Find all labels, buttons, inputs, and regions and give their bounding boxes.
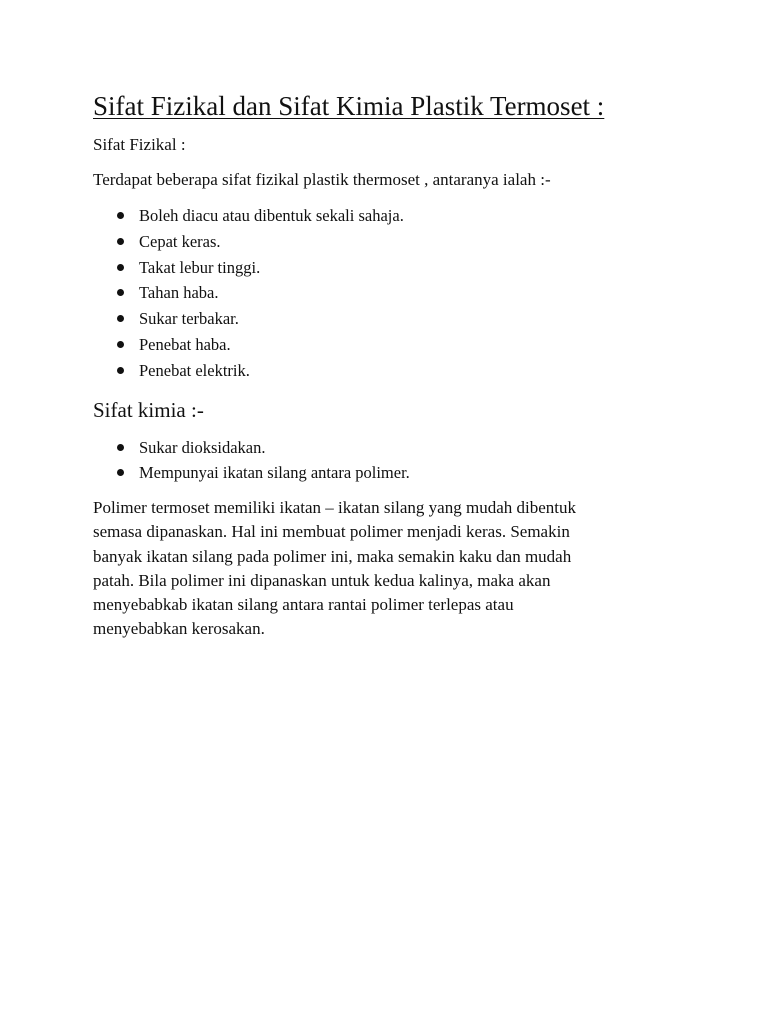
list-item	[93, 255, 693, 281]
paragraph-line: menyebabkab ikatan silang antara rantai polimer terlepas atau	[93, 594, 514, 614]
list-item	[93, 203, 693, 229]
kimia-list	[93, 435, 693, 487]
bullet-icon	[117, 444, 124, 451]
fizikal-intro: Terdapat beberapa sifat fizikal plastik thermoset , antaranya ialah :-	[93, 170, 551, 189]
document-title: Sifat Fizikal dan Sifat Kimia Plastik Termoset :	[93, 91, 605, 121]
bullet-icon	[117, 469, 124, 476]
body-paragraph	[93, 496, 663, 641]
bullet-icon	[117, 238, 124, 245]
list-item	[93, 280, 693, 306]
list-item-text: Tahan haba.	[139, 283, 219, 303]
list-item-text: Boleh diacu atau dibentuk sekali sahaja.	[139, 206, 404, 225]
list-item-text: Sukar dioksidakan.	[139, 437, 266, 457]
bullet-icon	[117, 212, 124, 219]
list-item	[93, 358, 693, 384]
list-item	[93, 229, 693, 255]
list-item	[93, 332, 693, 358]
fizikal-heading: Sifat Fizikal :	[93, 135, 186, 154]
paragraph-line: menyebabkan kerosakan.	[93, 619, 265, 639]
document-page	[93, 86, 693, 641]
list-item	[93, 306, 693, 332]
bullet-icon	[117, 289, 124, 296]
paragraph-line: banyak ikatan silang pada polimer ini, maka semakin kaku dan mudah	[93, 546, 572, 566]
paragraph-line: semasa dipanaskan. Hal ini membuat polimer menjadi keras. Semakin	[93, 522, 570, 542]
list-item-text: Penebat elektrik.	[139, 360, 250, 380]
list-item-text: Cepat keras.	[139, 231, 221, 251]
fizikal-list	[93, 203, 693, 384]
kimia-heading: Sifat kimia :-	[93, 397, 204, 422]
bullet-icon	[117, 341, 124, 348]
list-item-text: Takat lebur tinggi.	[139, 257, 261, 277]
list-item-text: Mempunyai ikatan silang antara polimer.	[139, 463, 410, 483]
list-item-text: Penebat haba.	[139, 334, 231, 354]
paragraph-line: Polimer termoset memiliki ikatan – ikatan silang yang mudah dibentuk	[93, 498, 576, 518]
list-item-text: Sukar terbakar.	[139, 309, 239, 329]
list-item	[93, 460, 693, 486]
paragraph-line: patah. Bila polimer ini dipanaskan untuk kedua kalinya, maka akan	[93, 570, 551, 590]
bullet-icon	[117, 264, 124, 271]
list-item	[93, 435, 693, 461]
bullet-icon	[117, 367, 124, 374]
bullet-icon	[117, 315, 124, 322]
